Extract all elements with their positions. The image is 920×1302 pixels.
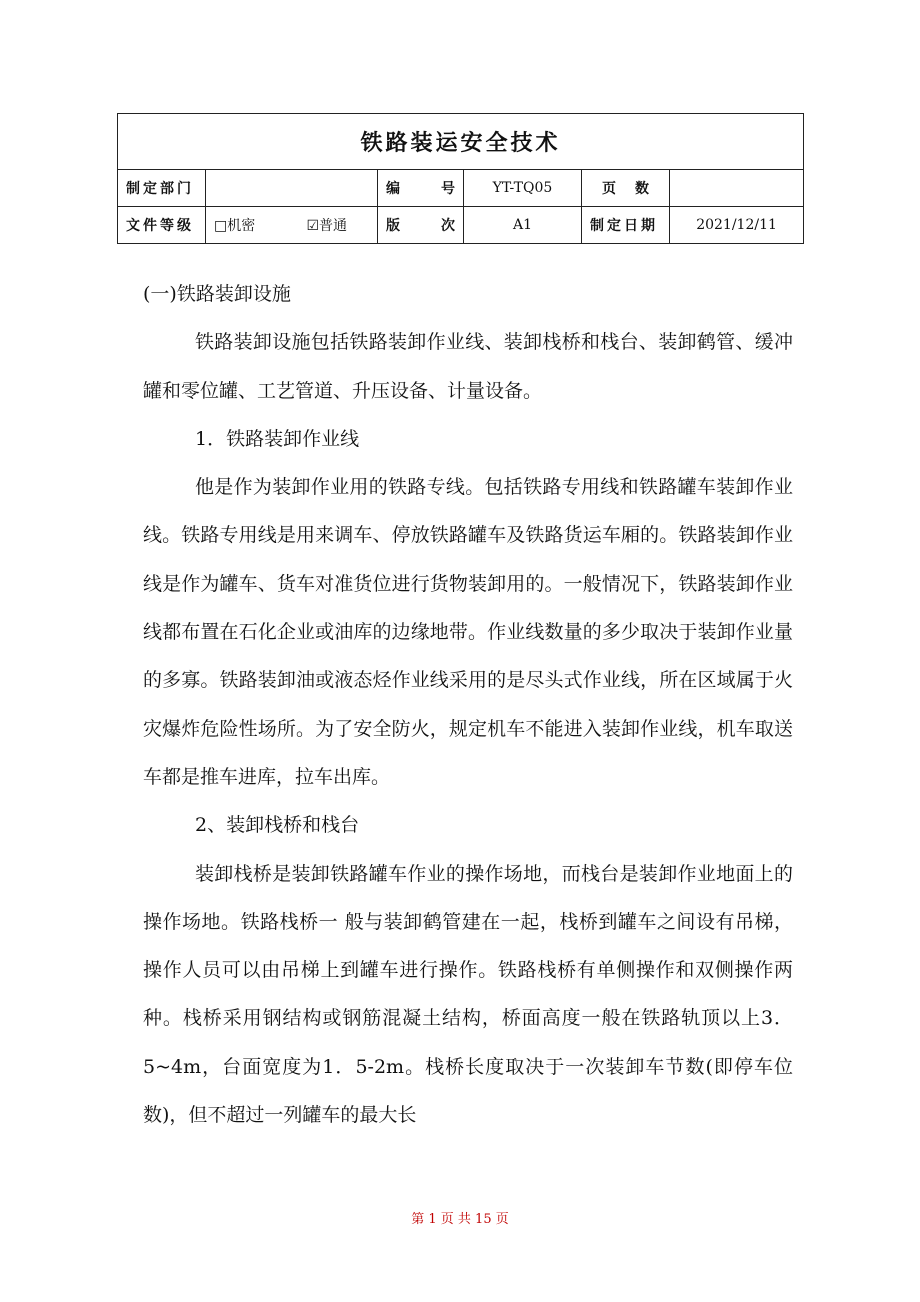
dept-value — [206, 170, 378, 207]
version-label: 版 次 — [378, 207, 464, 244]
paragraph-trestle: 装卸栈桥是装卸铁路罐车作业的操作场地，而栈台是装卸作业地面上的操作场地。铁路栈桥一 般与装卸鹤管建在一起，栈桥到罐车之间设有吊梯，操作人员可以由吊梯上到罐车进行操作。铁路栈桥有单侧操作和双侧操作两种。栈桥采用钢结构或钢筋混凝土结构，桥面高度一般在铁路轨顶以上3．5~4m，台面宽度为1．5-2m。栈桥长度取决于一次装卸车节数(即停车位数)，但不超过一列罐车的最大长 — [143, 862, 793, 1127]
document-title: 铁路装运安全技术 — [118, 114, 804, 170]
subheading-trestle: 2、装卸栈桥和栈台 — [195, 814, 360, 837]
page-footer: 第 1 页 共 15 页 — [411, 1212, 509, 1227]
paragraph-intro: 铁路装卸设施包括铁路装卸作业线、装卸栈桥和栈台、装卸鹤管、缓冲罐和零位罐、工艺管道、升压设备、计量设备。 — [143, 331, 793, 402]
document-header-table — [117, 113, 804, 244]
level-label: 文件等级 — [118, 207, 206, 244]
pages-label: 页 数 — [582, 170, 670, 207]
dept-label: 制定部门 — [118, 170, 206, 207]
document-body — [143, 270, 793, 1139]
code-label: 编 号 — [378, 170, 464, 207]
code-value: YT-TQ05 — [464, 170, 582, 207]
confidential-checkbox: □机密 — [214, 218, 256, 234]
version-value: A1 — [464, 207, 582, 244]
section-heading: (一)铁路装卸设施 — [143, 283, 291, 305]
normal-checkbox: ☑普通 — [306, 218, 347, 234]
date-value: 2021/12/11 — [670, 207, 804, 244]
subheading-rail-line: 1．铁路装卸作业线 — [195, 427, 360, 450]
level-options — [206, 207, 378, 244]
pages-value — [670, 170, 804, 207]
paragraph-rail-line: 他是作为装卸作业用的铁路专线。包括铁路专用线和铁路罐车装卸作业线。铁路专用线是用来调车、停放铁路罐车及铁路货运车厢的。铁路装卸作业线是作为罐车、货车对准货位进行货物装卸用的。一般情况下，铁路装卸作业线都布置在石化企业或油库的边缘地带。作业线数量的多少取决于装卸作业量的多寡。铁路装卸油或液态烃作业线采用的是尽头式作业线，所在区域属于火灾爆炸危险性场所。为了安全防火，规定机车不能进入装卸作业线，机车取送车都是推车进库，拉车出库。 — [143, 476, 793, 788]
date-label: 制定日期 — [582, 207, 670, 244]
